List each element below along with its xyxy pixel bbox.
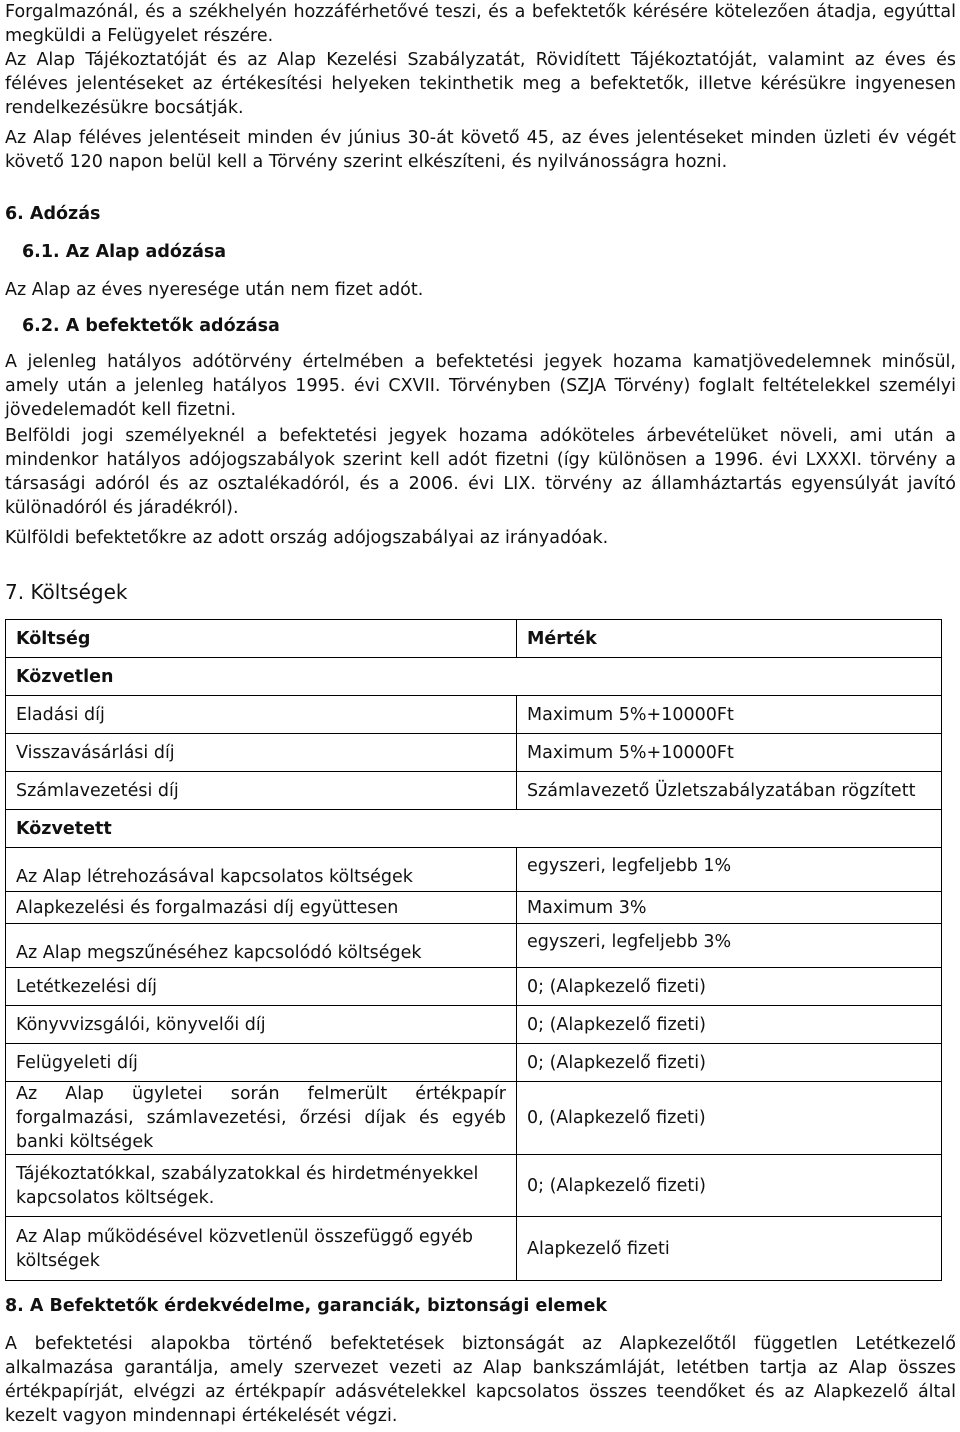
table-row — [6, 924, 942, 968]
intro-paragraph-2: Az Alap Tájékoztatóját és az Alap Kezelési Szabályzatát, Rövidített Tájékoztatóját, valamint az éves és féléves jelentéseket az értékesítési helyeken tekinthetik meg a befektetők, illetve kérésükre ingyenesen rendelkezésükre bocsátják. — [5, 50, 956, 118]
group-direct-label: Közvetlen — [6, 658, 942, 696]
measure-cell: egyszeri, legfeljebb 3% — [517, 924, 942, 968]
costs-table — [5, 619, 942, 1281]
measure-cell: 0, (Alapkezelő fizeti) — [517, 1082, 942, 1155]
measure-cell: Számlavezető Üzletszabályzatában rögzített — [517, 772, 942, 810]
table-row — [6, 1006, 942, 1044]
cost-cell: Az Alap megszűnéséhez kapcsolódó költségek — [6, 924, 517, 968]
cost-cell: Az Alap létrehozásával kapcsolatos költségek — [6, 848, 517, 892]
cost-cell: Eladási díj — [6, 696, 517, 734]
measure-cell: 0; (Alapkezelő fizeti) — [517, 1044, 942, 1082]
measure-cell: Alapkezelő fizeti — [517, 1217, 942, 1281]
table-row — [6, 968, 942, 1006]
section-8-text: A befektetési alapokba történő befektetések biztonságát az Alapkezelőtől független Letétkezelő alkalmazása garantálja, amely szervezet vezeti az Alap bankszámláját, letétben tartja az Alap összes értékpapírját, elvégzi az értékpapír adásvételekkel kapcsolatos összes teendőket és az Alapkezelő által kezelt vagyon mindennapi értékelését végzi. — [5, 1334, 956, 1426]
measure-cell: Maximum 3% — [517, 892, 942, 924]
group-indirect-label: Közvetett — [6, 810, 942, 848]
intro-paragraph-3: Az Alap féléves jelentéseit minden év június 30-át követő 45, az éves jelentéseket minden üzleti év végét követő 120 napon belül kell a Törvény szerint elkészíteni, és nyilvánosságra hozni. — [5, 128, 956, 172]
table-row — [6, 696, 942, 734]
group-row-direct — [6, 658, 942, 696]
measure-cell: 0; (Alapkezelő fizeti) — [517, 1006, 942, 1044]
measure-cell: Maximum 5%+10000Ft — [517, 696, 942, 734]
section-8-heading: 8. A Befektetők érdekvédelme, garanciák, biztonsági elemek — [5, 1296, 607, 1316]
measure-cell: Maximum 5%+10000Ft — [517, 734, 942, 772]
section-6-1-text: Az Alap az éves nyeresége után nem fizet adót. — [5, 280, 424, 300]
section-6-2-paragraph-1: A jelenleg hatályos adótörvény értelmében a befektetési jegyek hozama kamatjövedelemnek minősül, amely után a jelenleg hatályos 1995. évi CXVII. Törvényben (SZJA Törvény) foglalt feltételekkel személyi jövedelemadót kell fizetni. — [5, 352, 956, 420]
table-header-row — [6, 620, 942, 658]
header-cost: Költség — [6, 620, 517, 658]
table-row — [6, 1044, 942, 1082]
measure-cell: 0; (Alapkezelő fizeti) — [517, 1155, 942, 1217]
section-6-2-paragraph-2: Belföldi jogi személyeknél a befektetési jegyek hozama adóköteles árbevételüket növeli, ami után a mindenkor hatályos adójogszabályok szerint kell adót fizetni (így különösen a 1996. évi LXXXI. törvény a társasági adóról és az osztalékadóról, és a 2006. évi LIX. törvény az államháztartás egyensúlyát javító különadóról és járadékról). — [5, 426, 956, 518]
cost-cell: Az Alap működésével közvetlenül összefüggő egyéb költségek — [6, 1217, 517, 1281]
section-6-2-heading: 6.2. A befektetők adózása — [22, 316, 280, 336]
table-row — [6, 848, 942, 892]
cost-cell: Letétkezelési díj — [6, 968, 517, 1006]
table-row — [6, 772, 942, 810]
cost-cell: Felügyeleti díj — [6, 1044, 517, 1082]
table-row — [6, 734, 942, 772]
section-6-2-paragraph-3: Külföldi befektetőkre az adott ország adójogszabályai az irányadóak. — [5, 528, 609, 548]
cost-cell: Az Alap ügyletei során felmerült értékpapír forgalmazási, számlavezetési, őrzési díjak és egyéb banki költségek — [6, 1082, 517, 1155]
intro-paragraph-1: Forgalmazónál, és a székhelyén hozzáférhetővé teszi, és a befektetők kérésére kötelezően átadja, egyúttal megküldi a Felügyelet részére. — [5, 2, 956, 46]
table-row — [6, 892, 942, 924]
cost-cell: Visszavásárlási díj — [6, 734, 517, 772]
cost-cell: Könyvvizsgálói, könyvelői díj — [6, 1006, 517, 1044]
section-7-heading: 7. Költségek — [5, 580, 128, 604]
section-6-2-body — [5, 350, 956, 550]
section-6-1-heading: 6.1. Az Alap adózása — [22, 242, 227, 262]
table-row — [6, 1217, 942, 1281]
cost-cell: Számlavezetési díj — [6, 772, 517, 810]
table-row — [6, 1082, 942, 1155]
measure-cell: egyszeri, legfeljebb 1% — [517, 848, 942, 892]
section-6-heading: 6. Adózás — [5, 204, 101, 224]
cost-cell: Tájékoztatókkal, szabályzatokkal és hirdetményekkel kapcsolatos költségek. — [6, 1155, 517, 1217]
intro-block — [5, 0, 956, 174]
table-row — [6, 1155, 942, 1217]
cost-cell: Alapkezelési és forgalmazási díj együttesen — [6, 892, 517, 924]
header-measure: Mérték — [517, 620, 942, 658]
group-row-indirect — [6, 810, 942, 848]
measure-cell: 0; (Alapkezelő fizeti) — [517, 968, 942, 1006]
